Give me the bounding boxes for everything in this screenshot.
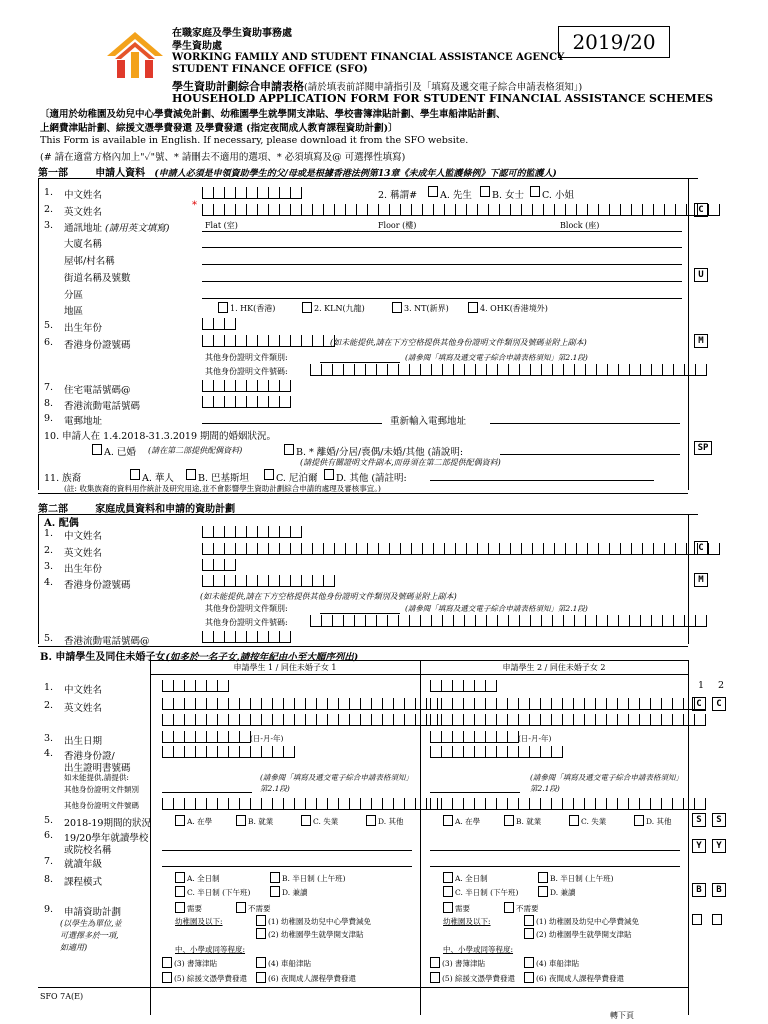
child2-status-d[interactable] (634, 815, 644, 826)
child2-dmy-hint: (日-月-年) (518, 734, 552, 743)
row-no: 3. (44, 561, 54, 572)
part1-title: 第一部 (38, 168, 68, 179)
row-no: 2. (44, 204, 54, 215)
p1-label-street: 街道名稱及號數 (64, 273, 131, 284)
block-label: Block (座) (560, 221, 600, 230)
row-no: 4. (44, 748, 54, 759)
child1-dob-field[interactable] (162, 731, 251, 744)
id-note: (如未能提供,請在下方空格提供其他身份證明文件類別及號碼並附上副本) (330, 338, 587, 347)
child-label-other-id-no: 其他身份證明文件號碼 (64, 801, 139, 810)
ethnic-nepalese-label: C. 尼泊爾 (276, 473, 318, 484)
child1-scheme-3[interactable] (162, 957, 172, 968)
children-heading: B. 申請學生及同住未婚子女(如多於一名子女,請按年紀由小至大順序列出) (40, 652, 359, 663)
child1-school-field[interactable] (162, 850, 412, 851)
row-no: 8. (44, 874, 54, 885)
form-title-zh: 學生資助計劃綜合申請表格(請於填表前詳閱申請指引及「填寫及遞交電子綜合申請表格須知」) (172, 80, 583, 93)
marital-label: 10. 申請人在 1.4.2018-31.3.2019 期間的婚姻狀況。 (44, 431, 277, 442)
code-box: M (694, 334, 708, 348)
row-no: 3. (44, 220, 54, 231)
child1-need-label: 需要 (187, 904, 202, 913)
spouse-hkid-field[interactable] (202, 575, 335, 588)
row-no: 6. (44, 830, 54, 841)
child1-ref-note: (請參閱「填寫及遞交電子綜合申請表格須知」第2.1段) (260, 773, 410, 793)
child2-mode-c[interactable] (443, 886, 453, 897)
part2-subtitle: 家庭成員資料和申請的資助計劃 (95, 504, 236, 515)
spouse-birth-year-field[interactable] (202, 559, 236, 572)
child-label-hkid: 香港身份證/ (64, 751, 115, 762)
child2-mode-c-label: C. 半日制 (下午班) (455, 888, 519, 897)
code-box: S (712, 813, 726, 827)
code-box: C (712, 697, 726, 711)
spouse-other-id-type-field[interactable] (320, 613, 400, 614)
child1-scheme-2-label: (2) 幼稚園學生就學開支津貼 (268, 930, 364, 939)
child2-scheme-2[interactable] (524, 928, 534, 939)
child2-scheme-4-label: (4) 車船津貼 (536, 959, 580, 968)
p1-english-name-field[interactable] (202, 204, 720, 217)
child2-mode-b-label: B. 半日制 (上午班) (550, 874, 614, 883)
district-kln-checkbox[interactable] (302, 302, 312, 313)
p1-label-email: 電郵地址 (64, 416, 103, 427)
marital-married-note: (請在第二部提供配偶資料) (148, 446, 243, 455)
sfo-logo (105, 30, 165, 80)
spouse-label-mobile: 香港流動電話號碼@ (64, 636, 150, 647)
child2-need-checkbox[interactable] (443, 902, 453, 913)
code-box: C (694, 203, 708, 217)
child2-hkid-field[interactable] (430, 746, 563, 759)
child1-dmy-hint: (日-月-年) (250, 734, 284, 743)
code-box: B (712, 883, 726, 897)
child1-english-name-field-2[interactable] (162, 714, 438, 727)
office-name-zh: 學生資助處 (172, 41, 222, 52)
child2-scheme-1-label: (1) 幼稚園及幼兒中心學費減免 (536, 917, 640, 926)
child2-scheme-5[interactable] (430, 972, 440, 983)
schemes-line-1: 〔適用於幼稚園及幼兒中心學費減免計劃、幼稚園學生就學開支津貼、學校書簿津貼計劃、學生車船津貼計劃、 (40, 109, 506, 120)
child1-status-c-label: C. 失業 (313, 817, 339, 826)
title-mrs-label: B. 女士 (492, 190, 525, 201)
part2-title: 第二部 (38, 504, 68, 515)
child-label-status: 2018-19期間的狀況 (64, 818, 151, 829)
child2-status-b-label: B. 就業 (516, 817, 542, 826)
office-use-box-1 (692, 914, 702, 925)
row-no: 2. (44, 545, 54, 556)
child1-scheme-3-label: (3) 書簿津貼 (174, 959, 218, 968)
org-name-en: WORKING FAMILY AND STUDENT FINANCIAL ASSISTANCE AGENCY (172, 52, 565, 63)
child-label-if-unable: 如未能提供,請提供: (64, 773, 129, 782)
child1-mode-a-label: A. 全日制 (187, 874, 220, 883)
district-nt-label: 3. NT(新界) (404, 304, 449, 313)
other-id-type-field[interactable] (320, 362, 400, 363)
child1-status-b[interactable] (236, 815, 246, 826)
child1-grade-field[interactable] (162, 866, 412, 867)
part2-header (38, 500, 698, 515)
child2-scheme-3[interactable] (430, 957, 440, 968)
schemes-line-2: 上網費津貼計劃、綜援文憑學費發還 及學費發還 (指定夜間成人教育課程資助計劃)〕 (40, 123, 398, 134)
instruction-line: (# 請在適當方格內加上"✓"號、* 請刪去不適用的選項、* 必須填寫及@ 可選擇性填寫) (40, 152, 406, 163)
child1-ps-label: 中、小學或同等程度: (175, 945, 246, 954)
code-box: C (694, 541, 708, 555)
child2-mode-b[interactable] (538, 872, 548, 883)
title-miss-checkbox[interactable] (530, 186, 540, 197)
code-box: Y (692, 839, 706, 853)
row-no: 1. (44, 187, 54, 198)
p1-label-english-name: 英文姓名 (64, 207, 103, 218)
p1-title-label: 2. 稱謂# (378, 190, 418, 201)
child2-dob-field[interactable] (430, 731, 519, 744)
district-hk-checkbox[interactable] (218, 302, 228, 313)
marital-other-note: (請提供有關證明文件副本,而毋須在第二部提供配偶資料) (300, 458, 501, 467)
child-label-mode: 課程模式 (64, 877, 103, 888)
child1-status-b-label: B. 就業 (248, 817, 274, 826)
code-box: C (692, 697, 706, 711)
marital-married-checkbox[interactable] (92, 444, 102, 455)
form-title-en: HOUSEHOLD APPLICATION FORM FOR STUDENT FINANCIAL ASSISTANCE SCHEMES (172, 92, 714, 105)
child2-scheme-2-label: (2) 幼稚園學生就學開支津貼 (536, 930, 632, 939)
ethnic-note: (註: 收集族裔的資料用作統計及研究用途,並不會影響學生資助計劃綜合申請的處理及審核事宜。) (64, 484, 381, 493)
district-nt-checkbox[interactable] (392, 302, 402, 313)
ethnic-other-checkbox[interactable] (324, 469, 334, 480)
ethnic-nepalese-checkbox[interactable] (264, 469, 274, 480)
next-page-note: 轉下頁 (610, 1011, 634, 1020)
col-num-1: 1 (698, 680, 705, 691)
child-label-other-id-type: 其他身份證明文件類別 (64, 785, 139, 794)
p1-label-home-phone: 住宅電話號碼@ (64, 385, 131, 396)
child2-status-b[interactable] (504, 815, 514, 826)
code-box: Y (712, 839, 726, 853)
child2-chinese-name-field[interactable] (430, 680, 497, 693)
child2-need-label: 需要 (455, 904, 470, 913)
marital-other-label: B. * 離婚/分居/喪偶/未婚/其他 (請說明: (296, 447, 464, 458)
spouse-chinese-name-field[interactable] (202, 526, 302, 539)
child1-status-d-label: D. 其他 (378, 817, 404, 826)
child1-heading: 申請學生 1 / 同住未婚子女 1 (233, 663, 337, 672)
row-no: 2. (44, 700, 54, 711)
child1-chinese-name-field[interactable] (162, 680, 229, 693)
child-label-chinese-name: 中文姓名 (64, 685, 103, 696)
part1-subtitle: 申請人資料 (95, 168, 146, 179)
row-no: 8. (44, 398, 54, 409)
child2-english-name-field[interactable] (430, 698, 706, 711)
row-no: 9. (44, 413, 54, 424)
child1-mode-a[interactable] (175, 872, 185, 883)
child1-kg-label: 幼稚園及以下: (175, 917, 223, 926)
street-field[interactable] (202, 281, 682, 282)
apply-note-2: 可選擇多於一項, (60, 931, 119, 940)
code-box: B (692, 883, 706, 897)
title-mr-label: A. 先生 (440, 190, 472, 201)
child2-status-a-label: A. 在學 (455, 817, 481, 826)
child2-scheme-5-label: (5) 綜援文憑學費發還 (442, 974, 516, 983)
other-id-type-label: 其他身份證明文件類別: (205, 353, 288, 362)
child1-need-checkbox[interactable] (175, 902, 185, 913)
p1-label-address: 通訊地址 (請用英文填寫) (64, 223, 170, 234)
marital-married-label: A. 已婚 (104, 447, 136, 458)
row-no: 5. (44, 633, 54, 644)
child2-mode-a-label: A. 全日制 (455, 874, 488, 883)
code-box: S (692, 813, 706, 827)
child1-other-id-no-field[interactable] (162, 798, 438, 811)
email-confirm-label: 重新輸入電郵地址 (390, 416, 467, 427)
spouse-other-id-type-label: 其他身份證明文件類別: (205, 604, 288, 613)
child2-other-id-no-field[interactable] (430, 798, 706, 811)
home-phone-field[interactable] (202, 380, 291, 393)
child2-status-c-label: C. 失業 (581, 817, 607, 826)
child2-status-c[interactable] (569, 815, 579, 826)
mobile-field[interactable] (202, 396, 291, 409)
p1-label-district: 地區 (64, 306, 84, 317)
estate-field[interactable] (202, 264, 682, 265)
title-mr-checkbox[interactable] (428, 186, 438, 197)
row-no: 6. (44, 337, 54, 348)
ethnic-pakistani-label: B. 巴基斯坦 (198, 473, 250, 484)
child2-scheme-1[interactable] (524, 915, 534, 926)
child1-mode-c[interactable] (175, 886, 185, 897)
child2-mode-d[interactable] (538, 886, 548, 897)
child2-other-id-type-field[interactable] (430, 792, 520, 793)
child1-mode-d-label: D. 兼讀 (282, 888, 308, 897)
child1-scheme-2[interactable] (256, 928, 266, 939)
floor-label: Floor (樓) (378, 221, 417, 230)
child1-status-a[interactable] (175, 815, 185, 826)
ethnic-chinese-label: A. 華人 (142, 473, 174, 484)
child1-scheme-6-label: (6) 夜間成人課程學費發還 (268, 974, 357, 983)
year-box: 2019/20 (558, 26, 670, 58)
child2-mode-a[interactable] (443, 872, 453, 883)
child1-scheme-1-label: (1) 幼稚園及幼兒中心學費減免 (268, 917, 372, 926)
child1-status-c[interactable] (301, 815, 311, 826)
hkid-field[interactable] (202, 335, 335, 348)
child1-mode-c-label: C. 半日制 (下午班) (187, 888, 251, 897)
child2-ps-label: 中、小學或同等程度: (443, 945, 514, 954)
row-no: 5. (44, 320, 54, 331)
row-no: 9. (44, 904, 54, 915)
child1-scheme-1[interactable] (256, 915, 266, 926)
child-label-grade: 就讀年級 (64, 859, 103, 870)
spouse-other-id-note: (請參閱「填寫及遞交電子綜合申請表格須知」第2.1段) (405, 604, 588, 613)
ethnic-label: 11. 族裔 (44, 473, 82, 484)
district-kln-label: 2. KLN(九龍) (314, 304, 365, 313)
spouse-label-english-name: 英文姓名 (64, 548, 103, 559)
marital-other-checkbox[interactable] (284, 444, 294, 455)
birth-year-field[interactable] (202, 318, 236, 331)
p1-label-chinese-name: 中文姓名 (64, 190, 103, 201)
p1-label-building: 大廈名稱 (64, 239, 103, 250)
child2-school-field[interactable] (430, 850, 680, 851)
email-field[interactable] (202, 423, 382, 424)
english-note: This Form is available in English. If necessary, please download it from the SFO website. (40, 135, 469, 146)
child1-scheme-4-label: (4) 車船津貼 (268, 959, 312, 968)
p1-label-birth-year: 出生年份 (64, 323, 103, 334)
child1-scheme-5-label: (5) 綜援文憑學費發還 (174, 974, 248, 983)
child2-scheme-6[interactable] (524, 972, 534, 983)
row-no: 1. (44, 682, 54, 693)
child2-kg-label: 幼稚園及以下: (443, 917, 491, 926)
apply-note-1: (以學生為單位,並 (60, 919, 122, 928)
child1-hkid-field[interactable] (162, 746, 295, 759)
p1-label-estate: 屋邨/村名稱 (64, 256, 115, 267)
row-no: 7. (44, 382, 54, 393)
child-label-school: 19/20學年就讀學校 (64, 833, 149, 844)
org-name-zh: 在職家庭及學生資助事務處 (172, 28, 292, 39)
spouse-label-chinese-name: 中文姓名 (64, 531, 103, 542)
child-label-institution: 或院校名稱 (64, 845, 112, 856)
child1-no-need-checkbox[interactable] (236, 902, 246, 913)
email-confirm-field[interactable] (490, 423, 680, 424)
child1-status-d[interactable] (366, 815, 376, 826)
other-id-no-label: 其他身份證明文件號碼: (205, 367, 288, 376)
ethnic-other-field[interactable] (430, 480, 654, 481)
child2-status-a[interactable] (443, 815, 453, 826)
code-box: U (694, 268, 708, 282)
spouse-label-hkid: 香港身份證號碼 (64, 580, 131, 591)
child1-mode-b[interactable] (270, 872, 280, 883)
spouse-heading: A. 配偶 (44, 518, 79, 529)
child2-status-d-label: D. 其他 (646, 817, 672, 826)
child2-no-need-label: 不需要 (516, 904, 539, 913)
ethnic-pakistani-checkbox[interactable] (186, 469, 196, 480)
code-box: M (694, 573, 708, 587)
form-number: SFO 7A(E) (40, 992, 84, 1001)
row-no: 1. (44, 528, 54, 539)
child2-grade-field[interactable] (430, 866, 680, 867)
p1-label-mobile: 香港流動電話號碼 (64, 401, 141, 412)
child2-heading: 申請學生 2 / 同住未婚子女 2 (502, 663, 606, 672)
flat-label: Flat (室) (205, 221, 238, 230)
district-hk-label: 1. HK(香港) (230, 304, 276, 313)
spouse-other-id-no-label: 其他身份證明文件號碼: (205, 618, 288, 627)
spouse-other-id-no-field[interactable] (310, 615, 707, 628)
child2-scheme-6-label: (6) 夜間成人課程學費發還 (536, 974, 625, 983)
child2-scheme-4[interactable] (524, 957, 534, 968)
code-box: SP (694, 441, 712, 455)
row-no: 3. (44, 733, 54, 744)
child1-status-a-label: A. 在學 (187, 817, 213, 826)
child1-english-name-field[interactable] (162, 698, 438, 711)
ethnic-other-label: D. 其他 (請註明: (336, 473, 407, 484)
subdistrict-field[interactable] (202, 298, 682, 299)
child1-other-id-type-field[interactable] (162, 792, 252, 793)
child-label-english-name: 英文姓名 (64, 703, 103, 714)
row-no: 7. (44, 856, 54, 867)
apply-note-3: 如適用) (60, 943, 88, 952)
col-num-2: 2 (718, 680, 725, 691)
child1-scheme-6[interactable] (256, 972, 266, 983)
child1-scheme-5[interactable] (162, 972, 172, 983)
child2-scheme-3-label: (3) 書簿津貼 (442, 959, 486, 968)
title-mrs-checkbox[interactable] (480, 186, 490, 197)
ethnic-chinese-checkbox[interactable] (130, 469, 140, 480)
child-label-dob: 出生日期 (64, 736, 103, 747)
part1-header (38, 164, 698, 179)
child2-no-need-checkbox[interactable] (504, 902, 514, 913)
other-id-note: (請參閱「填寫及遞交電子綜合申請表格須知」第2.1段) (405, 353, 588, 362)
p1-label-subdistrict: 分區 (64, 290, 84, 301)
child2-ref-note: (請參閱「填寫及遞交電子綜合申請表格須知」第2.1段) (530, 773, 680, 793)
child1-scheme-4[interactable] (256, 957, 266, 968)
child1-no-need-label: 不需要 (248, 904, 271, 913)
other-id-no-field[interactable] (310, 364, 707, 377)
child1-mode-d[interactable] (270, 886, 280, 897)
title-miss-label: C. 小姐 (542, 190, 574, 201)
building-field[interactable] (202, 247, 682, 248)
district-ohk-checkbox[interactable] (468, 302, 478, 313)
child1-mode-b-label: B. 半日制 (上午班) (282, 874, 346, 883)
spouse-mobile-field[interactable] (202, 631, 291, 644)
district-ohk-label: 4. OHK(香港境外) (480, 304, 548, 313)
row-no: 4. (44, 577, 54, 588)
spouse-english-name-field[interactable] (202, 543, 720, 556)
child2-english-name-field-2[interactable] (430, 714, 706, 727)
child-label-schemes: 申請資助計劃 (64, 907, 122, 918)
child-label-birth-cert: 出生證明書號碼 (64, 763, 131, 774)
p1-chinese-name-field[interactable] (202, 187, 302, 200)
office-name-en: STUDENT FINANCE OFFICE (SFO) (172, 64, 368, 75)
part1-note: (申請人必須是申領資助學生的父/母或是根據香港法例第13章《未成年人監護條例》下認可的監護人) (154, 169, 557, 179)
office-use-box-2 (712, 914, 722, 925)
p1-label-hkid: 香港身份證號碼 (64, 340, 131, 351)
marital-other-field[interactable] (500, 454, 680, 455)
spouse-id-note: (如未能提供,請在下方空格提供其他身份證明文件類別及號碼並附上副本) (200, 592, 457, 601)
spouse-label-birth-year: 出生年份 (64, 564, 103, 575)
child2-mode-d-label: D. 兼讀 (550, 888, 576, 897)
row-no: 5. (44, 815, 54, 826)
